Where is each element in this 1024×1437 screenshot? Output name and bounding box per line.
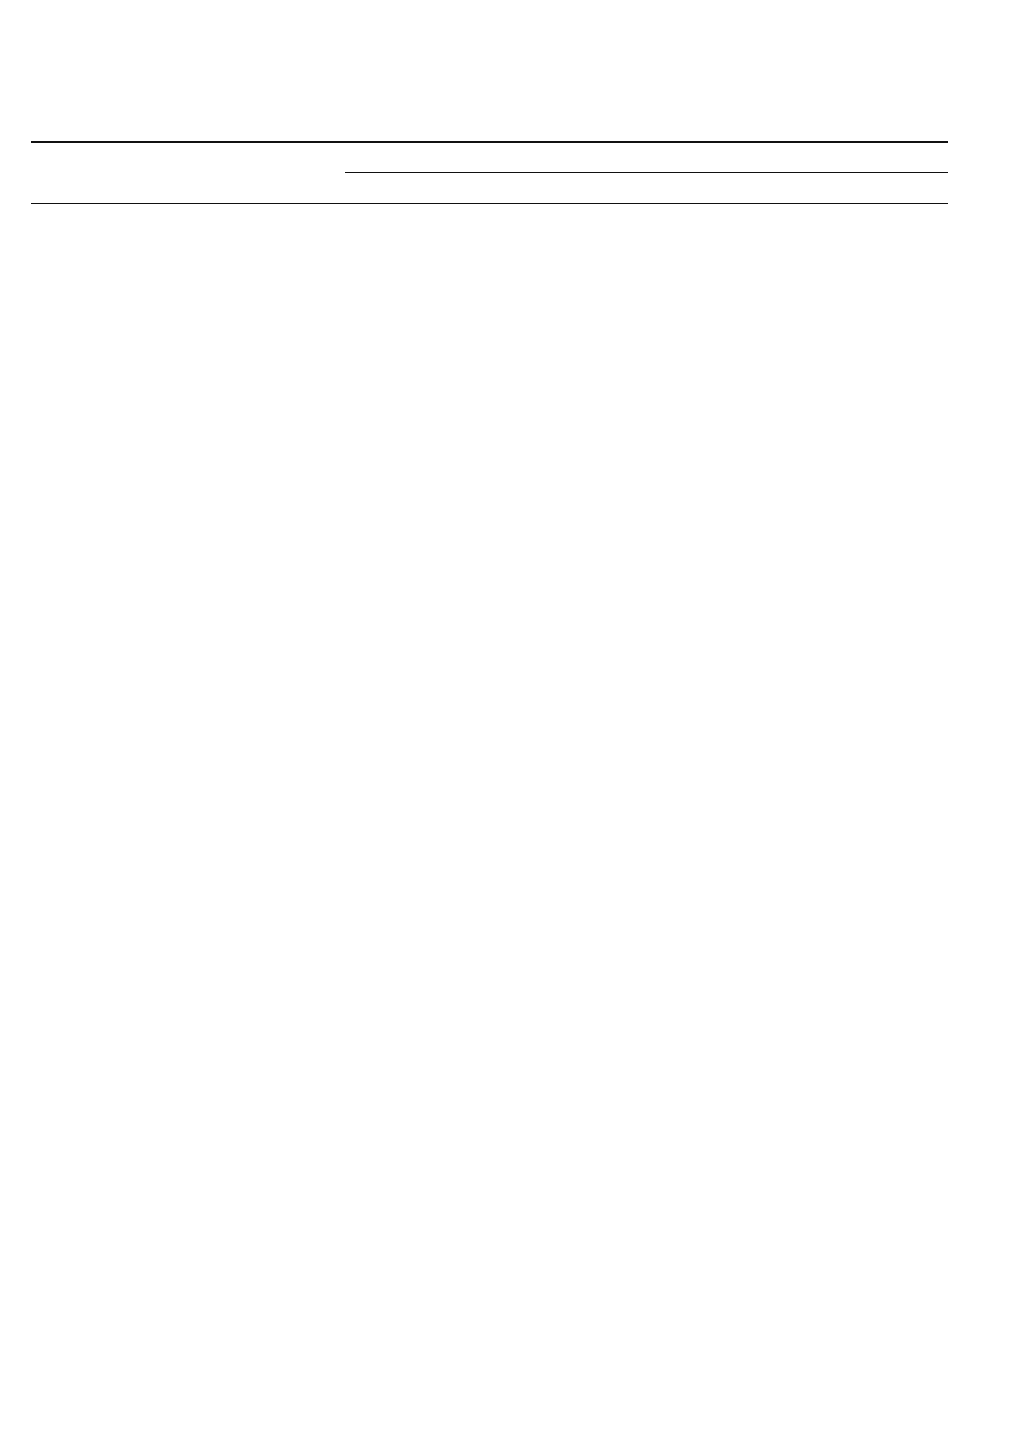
production-rule: [345, 172, 948, 173]
top-rule: [31, 141, 948, 143]
header-rule: [31, 203, 948, 204]
